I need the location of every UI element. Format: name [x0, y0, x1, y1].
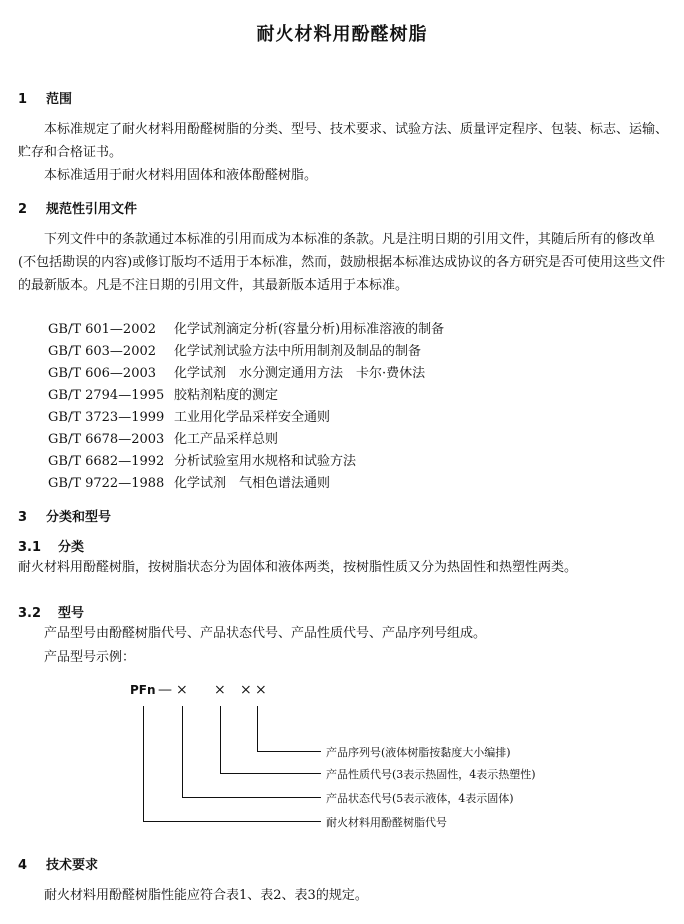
reference-title: 分析试验室用水规格和试验方法 [174, 454, 357, 469]
section-number: 4 [18, 858, 28, 873]
resin-code-label: 耐火材料用酚醛树脂代号 [326, 816, 447, 829]
section-2-paragraph-1: 下列文件中的条款通过本标准的引用而成为本标准的条款。凡是注明日期的引用文件，其随后所有的修改单(不包括勘误的内容)或修订版均不适用于本标准，然而，鼓励根据本标准达成协议的各方研究是否可使用这些文件的最新版本。凡是不注日期的引用文件，其最新版本适用于本标准。 [18, 232, 666, 293]
reference-item [48, 362, 425, 381]
reference-item [48, 472, 330, 491]
section-4-heading [18, 854, 98, 873]
reference-title: 化学试剂滴定分析(容量分析)用标准溶液的制备 [174, 322, 445, 337]
reference-code: GB/T 601—2002 [48, 322, 157, 337]
reference-item [48, 406, 330, 425]
page-title: 耐火材料用酚醛树脂 [256, 24, 428, 45]
section-1-heading [18, 88, 72, 107]
section-3-2-heading [18, 602, 84, 621]
section-3-heading [18, 506, 111, 525]
reference-code: GB/T 603—2002 [48, 344, 157, 359]
reference-code: GB/T 606—2003 [48, 366, 157, 381]
reference-code: GB/T 9722—1988 [48, 476, 165, 491]
reference-title: 化工产品采样总则 [174, 432, 279, 447]
leader-line [182, 706, 183, 797]
reference-title: 工业用化学品采样安全通则 [174, 410, 331, 425]
section-2-heading [18, 198, 137, 217]
leader-line [182, 797, 321, 798]
section-number: 3 [18, 510, 28, 525]
section-3-2-paragraph-1: 产品型号由酚醛树脂代号、产品状态代号、产品性质代号、产品序列号组成。 [44, 626, 487, 641]
resin-code: PFn [130, 683, 156, 697]
leader-line [143, 821, 321, 822]
section-3-1-heading [18, 536, 84, 555]
reference-item [48, 340, 421, 359]
section-number: 1 [18, 92, 28, 107]
reference-item [48, 318, 444, 337]
state-code-label: 产品状态代号(5表示液体，4表示固体) [326, 792, 514, 805]
reference-title: 胶粘剂粘度的测定 [174, 388, 279, 403]
leader-line [257, 706, 258, 751]
section-title: 规范性引用文件 [46, 202, 138, 217]
leader-line [257, 751, 321, 752]
section-title: 分类和型号 [46, 510, 112, 525]
reference-code: GB/T 3723—1999 [48, 410, 165, 425]
section-title: 分类 [58, 540, 85, 555]
leader-line [143, 706, 144, 821]
section-number: 2 [18, 202, 28, 217]
section-title: 型号 [58, 606, 85, 621]
serial-number-label: 产品序列号(液体树脂按黏度大小编排) [326, 746, 511, 759]
reference-code: GB/T 2794—1995 [48, 388, 165, 403]
reference-code: GB/T 6678—2003 [48, 432, 165, 447]
section-title: 范围 [46, 92, 73, 107]
section-3-2-paragraph-2: 产品型号示例： [44, 650, 136, 665]
property-symbol: × [214, 682, 226, 698]
section-title: 技术要求 [46, 858, 99, 873]
section-1-paragraph-2: 本标准适用于耐火材料用固体和液体酚醛树脂。 [44, 168, 318, 183]
reference-item [48, 450, 356, 469]
reference-item [48, 384, 278, 403]
section-1-paragraph-1: 本标准规定了耐火材料用酚醛树脂的分类、型号、技术要求、试验方法、质量评定程序、包装、标志、运输、贮存和合格证书。 [18, 122, 669, 160]
reference-item [48, 428, 278, 447]
reference-title: 化学试剂 水分测定通用方法 卡尔·费休法 [174, 366, 426, 381]
reference-code: GB/T 6682—1992 [48, 454, 165, 469]
section-4-paragraph: 耐火材料用酚醛树脂性能应符合表1、表2、表3的规定。 [44, 888, 368, 903]
leader-line [220, 706, 221, 773]
section-3-1-paragraph: 耐火材料用酚醛树脂，按树脂状态分为固体和液体两类，按树脂性质又分为热固性和热塑性两类。 [18, 560, 578, 575]
section-number: 3.2 [18, 606, 42, 621]
serial-symbol-2: × [255, 682, 267, 698]
reference-title: 化学试剂试验方法中所用制剂及制品的制备 [174, 344, 422, 359]
reference-title: 化学试剂 气相色谱法通则 [174, 476, 331, 491]
section-number: 3.1 [18, 540, 42, 555]
property-code-label: 产品性质代号(3表示热固性，4表示热塑性) [326, 768, 536, 781]
leader-line [220, 773, 321, 774]
dash-symbol: — [158, 682, 172, 698]
serial-symbol-1: × [240, 682, 252, 698]
state-symbol: × [176, 682, 188, 698]
